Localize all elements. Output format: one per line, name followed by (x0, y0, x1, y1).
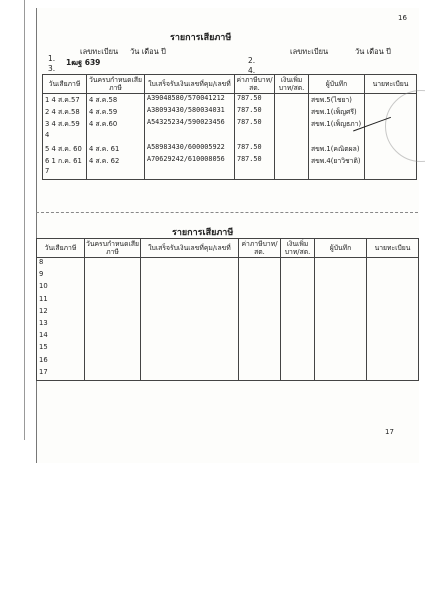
row-index: 13 (37, 319, 85, 331)
table-row (37, 356, 419, 368)
row-index: 9 (37, 270, 85, 282)
recorder: สขพ.1(เพ็ญศรี) (309, 106, 365, 118)
recorder: สขพ.1(คณิตผล) (309, 143, 365, 155)
col-recorder: ผู้บันทึก (309, 75, 365, 94)
receipt-number: A58983430/600005922 (145, 143, 235, 155)
due-date: 4 ส.ค. 62 (87, 155, 145, 167)
page-number-top: 16 (398, 14, 407, 22)
paid-date: 4 ส.ค.58 (51, 108, 80, 117)
row-index: 6 (45, 156, 50, 165)
extra-amount (275, 106, 309, 118)
extra-amount (275, 94, 309, 107)
col-receipt: ใบเสร็จรับเงินเลขที่คุม/เลขที่ (145, 75, 235, 94)
tax-amount (235, 131, 275, 143)
receipt-number: A38093430/580034031 (145, 106, 235, 118)
row-index: 7 (45, 167, 50, 176)
extra-amount (275, 155, 309, 167)
paid-date: 4 ส.ค.59 (51, 120, 80, 129)
due-date (87, 131, 145, 143)
extra-amount (275, 131, 309, 143)
extra-amount (275, 143, 309, 155)
row-index: 12 (37, 307, 85, 319)
reg-index-3: 3. (48, 64, 56, 73)
receipt-number (145, 167, 235, 180)
due-date (87, 167, 145, 180)
row-index: 1 (45, 96, 50, 104)
tax-amount (235, 167, 275, 180)
page-edge (24, 0, 25, 440)
due-date: 4 ส.ค.58 (87, 94, 145, 107)
table-row (37, 319, 419, 331)
row-index: 2 (45, 108, 50, 117)
header-reg-left: เลขทะเบียน (80, 47, 119, 56)
table-row (37, 270, 419, 282)
table-row (37, 282, 419, 294)
row-index: 15 (37, 343, 85, 355)
receipt-number: A70629242/610008056 (145, 155, 235, 167)
row-index: 16 (37, 356, 85, 368)
row-index: 5 (45, 144, 50, 153)
reg-index-4: 4. (248, 66, 256, 75)
row-index: 8 (37, 258, 85, 271)
col-extra: เงินเพิ่มบาท/สต. (275, 75, 309, 94)
reg-plate-value: 1ฒฐ 639 (66, 58, 101, 67)
reg-index-2: 2. (248, 56, 256, 65)
tax-amount: 787.50 (235, 106, 275, 118)
due-date: 4 ส.ค.60 (87, 118, 145, 130)
col-due-date: วันครบกำหนดเสียภาษี (86, 240, 139, 256)
col-paid-date: วันเสียภาษี (37, 239, 85, 258)
row-index: 10 (37, 282, 85, 294)
recorder (309, 167, 365, 180)
page-number-bottom: 17 (385, 428, 394, 436)
col-paid-date: วันเสียภาษี (43, 75, 87, 94)
table-row (37, 307, 419, 319)
table-row (43, 143, 417, 155)
tax-table-2 (36, 238, 419, 381)
row-index: 3 (45, 120, 50, 129)
col-extra: เงินเพิ่มบาท/สต. (281, 239, 315, 258)
header-date-left: วัน เดือน ปี (130, 47, 166, 56)
header-reg-right: เลขทะเบียน (290, 47, 329, 56)
due-date: 4 ส.ค. 61 (87, 143, 145, 155)
col-due-date: วันครบกำหนดเสียภาษี (87, 75, 145, 94)
col-tax: ค่าภาษีบาท/สต. (239, 239, 281, 258)
table-row (37, 295, 419, 307)
row-index: 14 (37, 331, 85, 343)
tax-amount: 787.50 (235, 155, 275, 167)
recorder: สขพ.4(ยาวิชาติ) (309, 155, 365, 167)
recorder: สขพ.1(เพ็ญธภา) (309, 118, 365, 130)
tax-amount: 787.50 (235, 118, 275, 130)
row-index: 4 (45, 130, 50, 139)
row-index: 11 (37, 295, 85, 307)
table-row (37, 331, 419, 343)
tax-amount: 787.50 (235, 143, 275, 155)
extra-amount (275, 118, 309, 130)
tax-amount: 787.50 (235, 94, 275, 107)
table-row (37, 368, 419, 381)
paid-date: 4 ส.ค. 60 (51, 144, 82, 153)
page-divider (36, 212, 418, 213)
header-date-right: วัน เดือน ปี (355, 47, 391, 56)
table-row (37, 258, 419, 271)
col-receipt: ใบเสร็จรับเงินเลขที่คุม/เลขที่ (141, 239, 239, 258)
receipt-number: A39048580/570041212 (145, 94, 235, 107)
table-row (37, 343, 419, 355)
section-title-bottom: รายการเสียภาษี (172, 228, 234, 238)
row-index: 17 (37, 368, 85, 381)
paid-date: 1 ก.ค. 61 (51, 156, 82, 165)
extra-amount (275, 167, 309, 180)
due-date: 4 ส.ค.59 (87, 106, 145, 118)
col-tax: ค่าภาษีบาท/สต. (236, 76, 273, 92)
table-row (43, 94, 417, 107)
reg-index-1: 1. (48, 54, 56, 63)
col-registrar: นายทะเบียน (367, 239, 419, 258)
registrar (365, 167, 417, 180)
receipt-number: A54325234/590023456 (145, 118, 235, 130)
col-registrar: นายทะเบียน (365, 75, 417, 94)
col-recorder: ผู้บันทึก (315, 239, 367, 258)
recorder: สขพ.5(ไชยา) (309, 94, 365, 107)
table-row (43, 155, 417, 167)
paid-date: 4 ส.ค.57 (51, 96, 80, 104)
receipt-number (145, 131, 235, 143)
table-row (43, 131, 417, 143)
table-row (43, 167, 417, 180)
section-title-top: รายการเสียภาษี (170, 33, 232, 43)
recorder (309, 131, 365, 143)
